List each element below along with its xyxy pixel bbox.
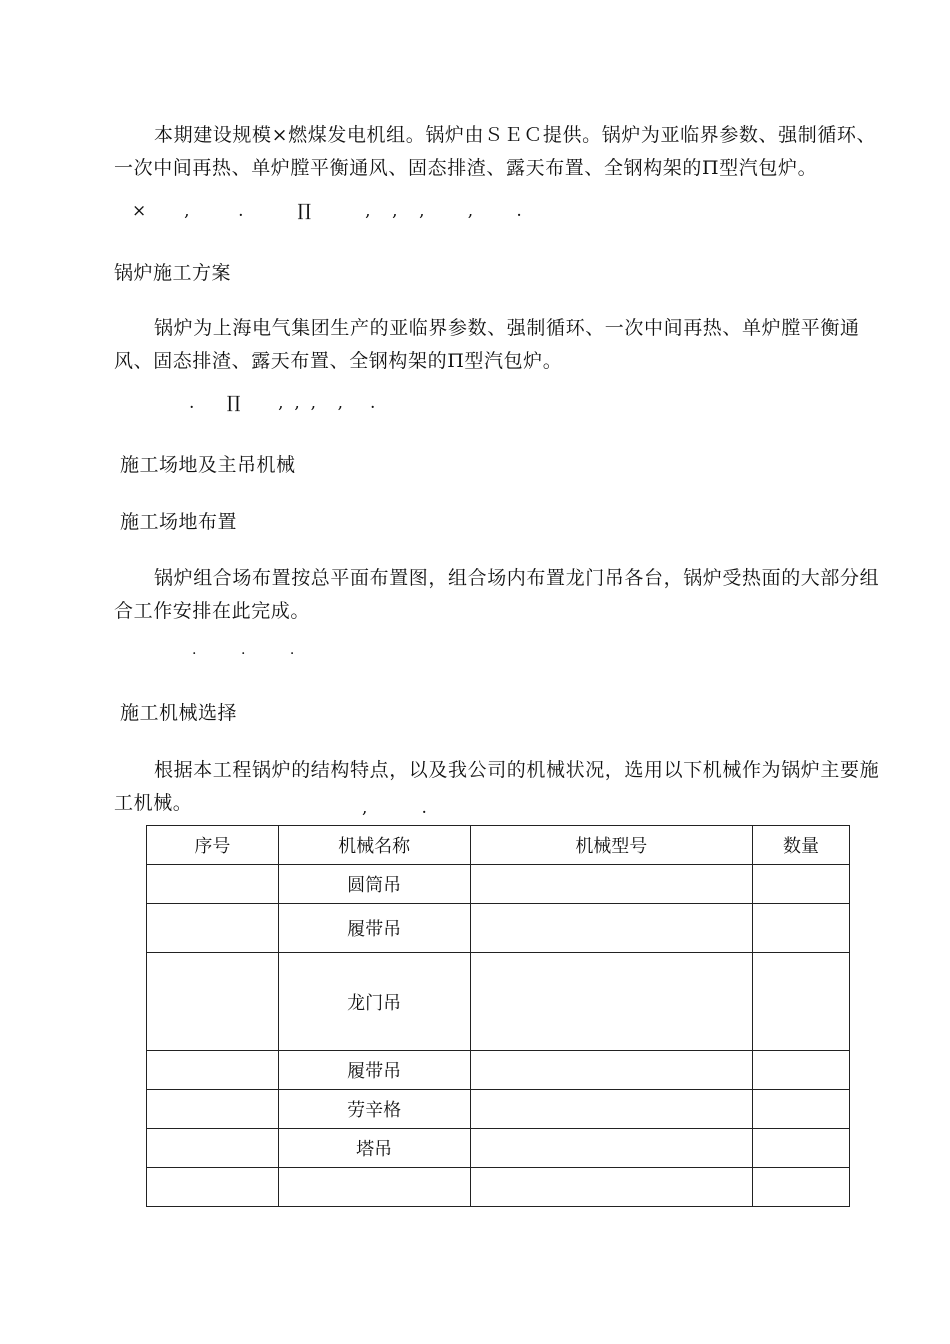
section-heading-site-crane: 施工场地及主吊机械 xyxy=(120,454,296,476)
header-name: 机械名称 xyxy=(278,826,470,865)
machinery-paragraph: 根据本工程锅炉的结构特点，以及我公司的机械状况，选用以下机械作为锅炉主要施工机械。 xyxy=(114,759,880,814)
header-no: 序号 xyxy=(147,826,279,865)
cell-name: 塔吊 xyxy=(278,1129,470,1168)
cell-model xyxy=(470,1129,753,1168)
cell-no xyxy=(147,1051,279,1090)
cell-no xyxy=(147,1129,279,1168)
cell-qty xyxy=(753,1129,850,1168)
header-qty: 数量 xyxy=(753,826,850,865)
cell-qty xyxy=(753,1090,850,1129)
cell-model xyxy=(470,904,753,953)
cell-name xyxy=(278,1168,470,1207)
header-model: 机械型号 xyxy=(470,826,753,865)
cell-model xyxy=(470,1051,753,1090)
cell-qty xyxy=(753,865,850,904)
table-row xyxy=(147,1129,850,1168)
cell-model xyxy=(470,953,753,1051)
table-row xyxy=(147,1090,850,1129)
cell-no xyxy=(147,1168,279,1207)
symbol-residue-line: × , . ∏ , , , , . xyxy=(132,201,522,221)
symbol-residue-line: . . . xyxy=(192,642,295,658)
cell-model xyxy=(470,865,753,904)
table-row xyxy=(147,953,850,1051)
cell-name: 龙门吊 xyxy=(278,953,470,1051)
section-heading-site-layout: 施工场地布置 xyxy=(120,511,238,533)
section-heading-plan: 锅炉施工方案 xyxy=(114,262,232,284)
cell-name: 圆筒吊 xyxy=(278,865,470,904)
table-header-row xyxy=(147,826,850,865)
cell-name: 劳辛格 xyxy=(278,1090,470,1129)
plan-paragraph: 锅炉为上海电气集团生产的亚临界参数、强制循环、一次中间再热、单炉膛平衡通风、固态排渣、露天布置、全钢构架的Π型汽包炉。 xyxy=(114,317,860,372)
machinery-table xyxy=(146,825,850,1207)
cell-name: 履带吊 xyxy=(278,904,470,953)
symbol-residue-line: , . xyxy=(362,798,427,818)
cell-qty xyxy=(753,953,850,1051)
cell-no xyxy=(147,953,279,1051)
table-row xyxy=(147,865,850,904)
symbol-residue-line: . ∏ , , , , . xyxy=(189,393,376,413)
cell-qty xyxy=(753,1051,850,1090)
cell-no xyxy=(147,904,279,953)
intro-paragraph: 本期建设规模×燃煤发电机组。锅炉由ＳＥＣ提供。锅炉为亚临界参数、强制循环、一次中间再热、单炉膛平衡通风、固态排渣、露天布置、全钢构架的Π型汽包炉。 xyxy=(114,124,877,179)
table-row xyxy=(147,904,850,953)
section-heading-machinery: 施工机械选择 xyxy=(120,702,238,724)
cell-model xyxy=(470,1090,753,1129)
cell-no xyxy=(147,865,279,904)
cell-qty xyxy=(753,904,850,953)
cell-name: 履带吊 xyxy=(278,1051,470,1090)
table-row xyxy=(147,1168,850,1207)
cell-no xyxy=(147,1090,279,1129)
cell-qty xyxy=(753,1168,850,1207)
cell-model xyxy=(470,1168,753,1207)
site-paragraph: 锅炉组合场布置按总平面布置图，组合场内布置龙门吊各台，锅炉受热面的大部分组合工作安排在此完成。 xyxy=(114,567,880,622)
table-row xyxy=(147,1051,850,1090)
